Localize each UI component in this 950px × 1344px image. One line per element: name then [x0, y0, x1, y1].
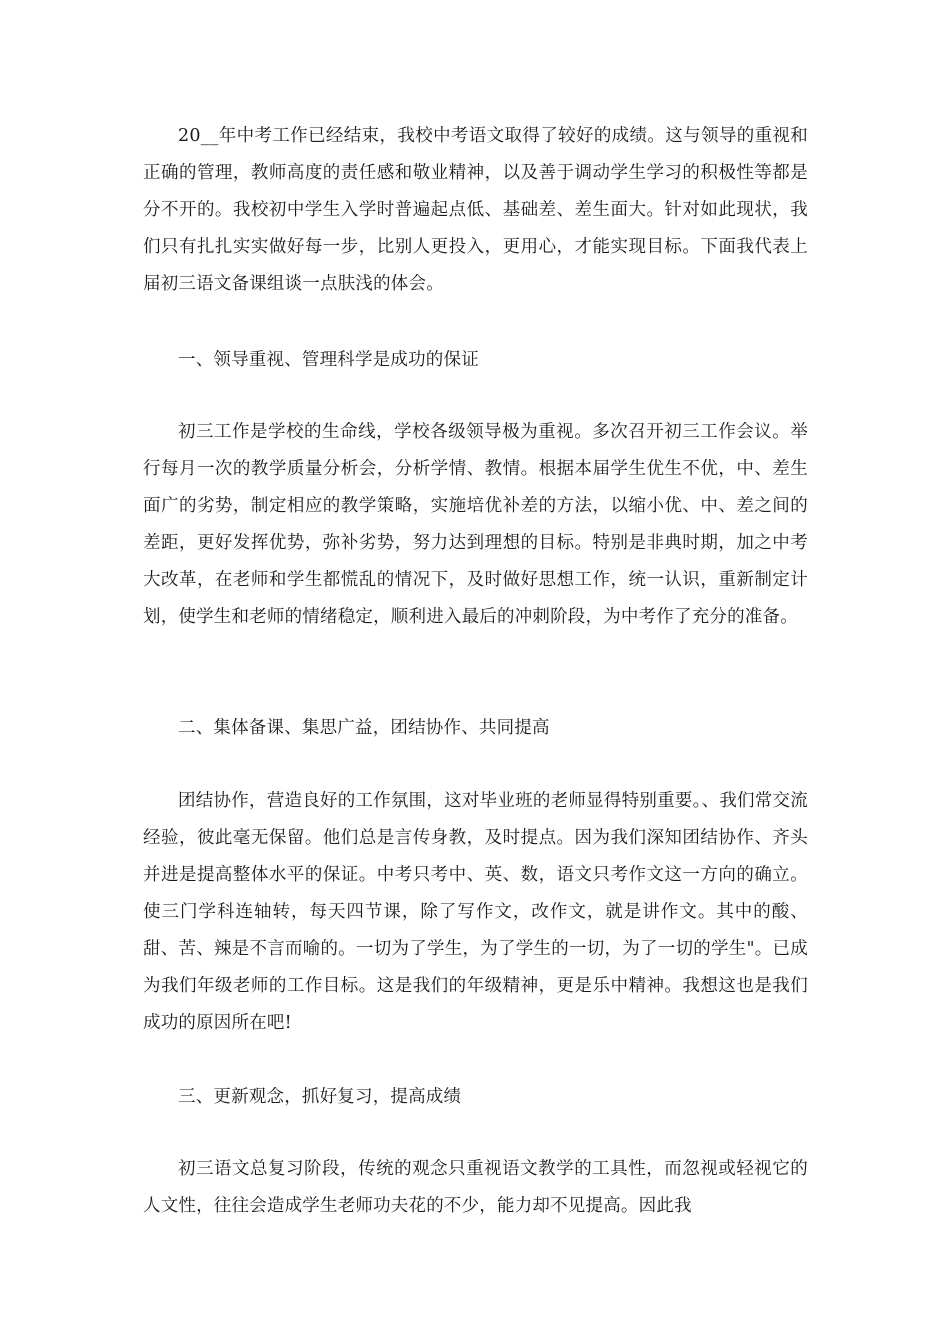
section-1-heading: 一、领导重视、管理科学是成功的保证 [178, 350, 479, 370]
section-2-heading: 二、集体备课、集思广益，团结协作、共同提高 [178, 718, 550, 738]
section-1-paragraph: 初三工作是学校的生命线，学校各级领导极为重视。多次召开初三工作会议。举行每月一次的教学质量分析会，分析学情、教情。根据本届学生优生不优，中、差生面广的劣势，制定相应的教学策略，实施培优补差的方法，以缩小优、中、差之间的差距，更好发挥优势，弥补劣势，努力达到理想的目标。特别是非典时期，加之中考大改革，在老师和学生都慌乱的情况下，及时做好思想工作，统一认识，重新制定计划，使学生和老师的情绪稳定，顺利进入最后的冲刺阶段，为中考作了充分的准备。 [143, 422, 808, 627]
section-3-heading: 三、更新观念，抓好复习，提高成绩 [178, 1087, 462, 1107]
section-2-paragraph: 团结协作，营造良好的工作氛围，这对毕业班的老师显得特别重要。、我们常交流经验，彼此毫无保留。他们总是言传身教，及时提点。因为我们深知团结协作、齐头并进是提高整体水平的保证。中考只考中、英、数，语文只考作文这一方向的确立。使三门学科连轴转，每天四节课，除了写作文，改作文，就是讲作文。其中的酸、甜、苦、辣是不言而喻的。一切为了学生，为了学生的一切，为了一切的学生"。已成为我们年级老师的工作目标。这是我们的年级精神，更是乐中精神。我想这也是我们成功的原因所在吧! [143, 791, 808, 1033]
intro-paragraph: 20__年中考工作已经结束，我校中考语文取得了较好的成绩。这与领导的重视和正确的管理，教师高度的责任感和敬业精神，以及善于调动学生学习的积极性等都是分不开的。我校初中学生入学时普遍起点低、基础差、差生面大。针对如此现状，我们只有扎扎实实做好每一步，比别人更投入，更用心，才能实现目标。下面我代表上届初三语文备课组谈一点肤浅的体会。 [143, 126, 808, 294]
section-3-paragraph: 初三语文总复习阶段，传统的观念只重视语文教学的工具性，而忽视或轻视它的人文性，往往会造成学生老师功夫花的不少，能力却不见提高。因此我 [143, 1159, 808, 1216]
